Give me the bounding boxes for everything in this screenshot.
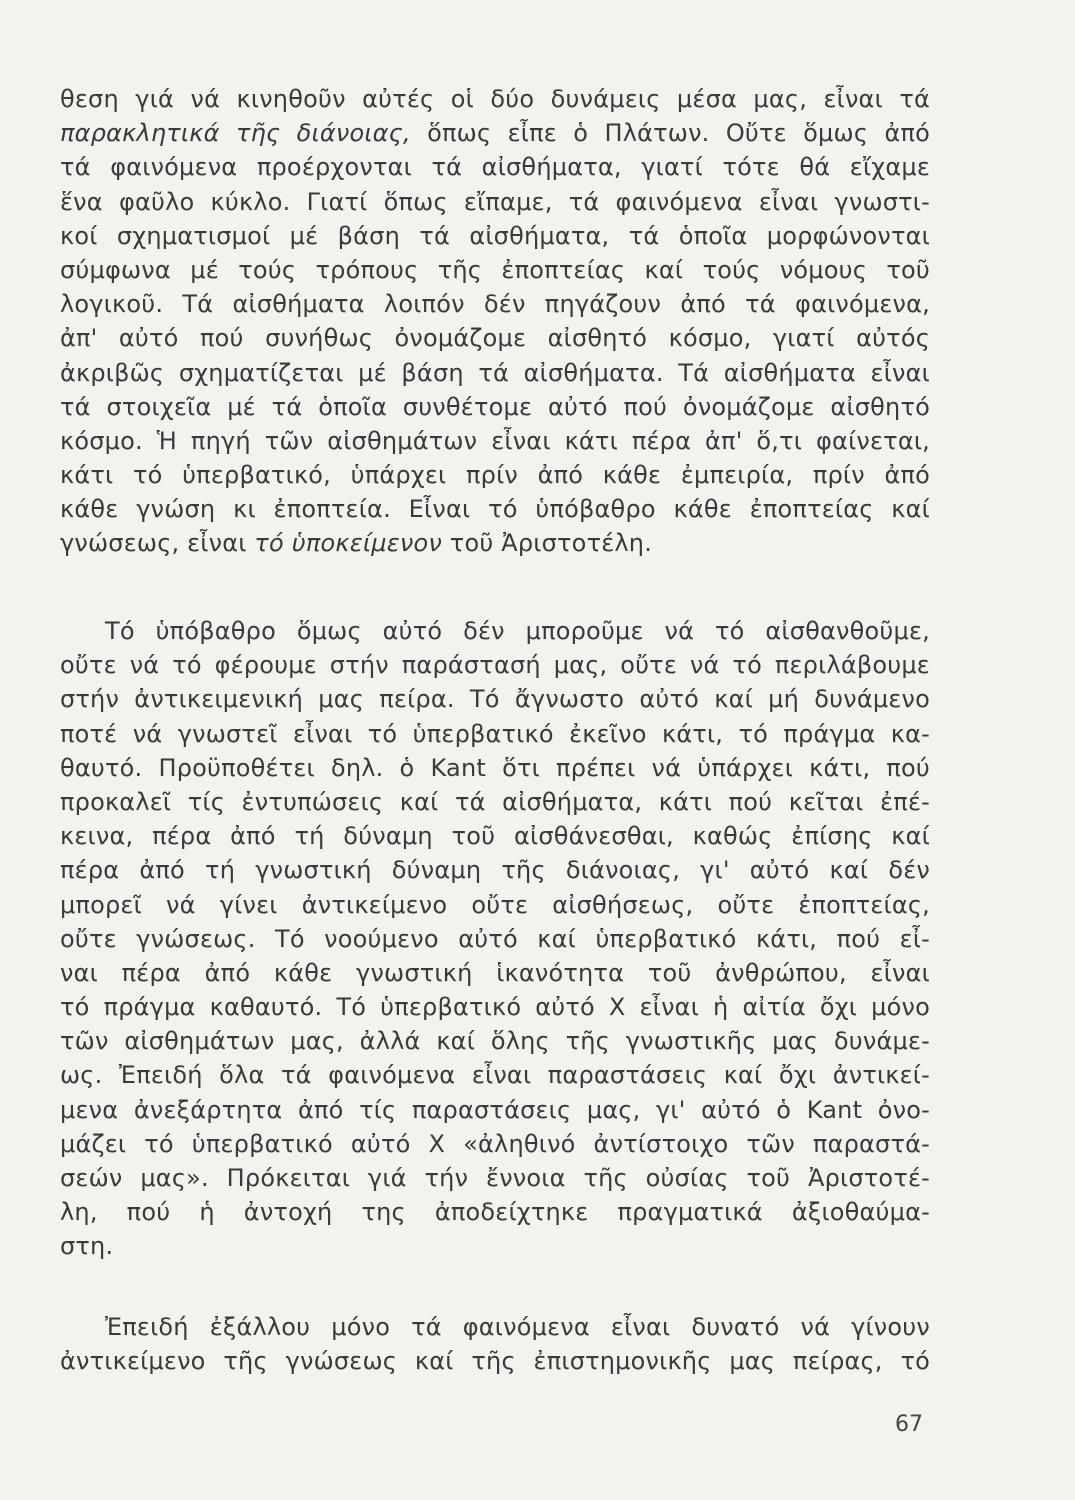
text-line: ἀκριβῶς σχηματίζεται μέ βάση τά αἰσθήματα. Τά αἰσθήματα εἶναι xyxy=(60,358,930,387)
text-line: τό πράγμα καθαυτό. Τό ὑπερβατικό αὐτό Χ εἶναι ἡ αἰτία ὄχι μόνο xyxy=(60,993,930,1022)
text-span: τοῦ Ἀριστοτέλη. xyxy=(441,529,653,558)
text-line: κάτι τό ὑπερβατικό, ὑπάρχει πρίν ἀπό κάθε ἐμπειρία, πρίν ἀπό xyxy=(60,461,930,490)
text-line: μενα ἀνεξάρτητα ἀπό τίς παραστάσεις μας, γι' αὐτό ὁ Kant ὀνο- xyxy=(60,1095,930,1124)
text-line xyxy=(60,526,930,560)
text-line: ἕνα φαῦλο κύκλο. Γιατί ὅπως εἴπαμε, τά φαινόμενα εἶναι γνωστι- xyxy=(60,187,930,216)
text-span: ὅπως εἶπε ὁ Πλάτων. Οὔτε ὅμως ἀπό xyxy=(410,119,930,148)
text-line: στήν ἀντικειμενική μας πείρα. Τό ἄγνωστο αὐτό καί μή δυνάμενο xyxy=(60,685,930,714)
text-line: λογικοῦ. Τά αἰσθήματα λοιπόν δέν πηγάζουν ἀπό τά φαινόμενα, xyxy=(60,290,930,319)
text-line: ως. Ἐπειδή ὅλα τά φαινόμενα εἶναι παραστάσεις καί ὄχι ἀντικεί- xyxy=(60,1061,930,1090)
text-line: στη. xyxy=(60,1232,114,1261)
text-line: ἀντικείμενο τῆς γνώσεως καί τῆς ἐπιστημονικῆς μας πείρας, τό xyxy=(60,1347,930,1376)
text-line: μπορεῖ νά γίνει ἀντικείμενο οὔτε αἰσθήσεως, οὔτε ἐποπτείας, xyxy=(60,890,930,919)
page-number: 67 xyxy=(895,1412,923,1437)
text-line: προκαλεῖ τίς ἐντυπώσεις καί τά αἰσθήματα, κάτι πού κεῖται ἐπέ- xyxy=(60,787,930,816)
text-line: μάζει τό ὑπερβατικό αὐτό Χ «ἀληθινό ἀντίστοιχο τῶν παραστά- xyxy=(60,1129,930,1158)
text-line: τά στοιχεῖα μέ τά ὁποῖα συνθέτομε αὐτό πού ὀνομάζομε αἰσθητό xyxy=(60,392,930,421)
italic-phrase: τό ὑποκείμενον xyxy=(254,529,442,558)
paragraph-2 xyxy=(60,614,930,1264)
text-line: κάθε γνώση κι ἐποπτεία. Εἶναι τό ὑπόβαθρο κάθε ἐποπτείας καί xyxy=(60,495,930,524)
text-line: κόσμο. Ἡ πηγή τῶν αἰσθημάτων εἶναι κάτι πέρα ἀπ' ὅ,τι φαίνεται, xyxy=(60,426,930,455)
text-line: ἀπ' αὐτό πού συνήθως ὀνομάζομε αἰσθητό κόσμο, γιατί αὐτός xyxy=(60,324,930,353)
text-line: θαυτό. Προϋποθέτει δηλ. ὁ Kant ὅτι πρέπει νά ὑπάρχει κάτι, πού xyxy=(60,753,930,782)
text-line: σύμφωνα μέ τούς τρόπους τῆς ἐποπτείας καί τούς νόμους τοῦ xyxy=(60,255,930,284)
italic-phrase: παρακλητικά τῆς διάνοιας, xyxy=(60,119,411,148)
text-line: Ἐπειδή ἐξάλλου μόνο τά φαινόμενα εἶναι δυνατό νά γίνουν xyxy=(105,1313,930,1341)
paragraph-1 xyxy=(60,82,930,561)
paragraph-3 xyxy=(60,1310,930,1378)
text-line xyxy=(60,116,930,150)
text-line: τῶν αἰσθημάτων μας, ἀλλά καί ὅλης τῆς γνωστικῆς μας δυνάμε- xyxy=(60,1027,930,1056)
text-line: λη, πού ἡ ἀντοχή της ἀποδείχτηκε πραγματικά ἀξιοθαύμα- xyxy=(60,1198,930,1227)
text-line: πέρα ἀπό τή γνωστική δύναμη τῆς διάνοιας, γι' αὐτό καί δέν xyxy=(60,856,930,885)
text-line: κοί σχηματισμοί μέ βάση τά αἰσθήματα, τά ὁποῖα μορφώνονται xyxy=(60,221,930,250)
text-line: ποτέ νά γνωστεῖ εἶναι τό ὑπερβατικό ἐκεῖνο κάτι, τό πράγμα κα- xyxy=(60,719,930,748)
text-line: τά φαινόμενα προέρχονται τά αἰσθήματα, γιατί τότε θά εἴχαμε xyxy=(60,153,930,182)
text-line: θεση γιά νά κινηθοῦν αὐτές οἱ δύο δυνάμεις μέσα μας, εἶναι τά xyxy=(60,85,930,113)
text-span: γνώσεως, εἶναι xyxy=(60,529,255,558)
text-line: κεινα, πέρα ἀπό τή δύναμη τοῦ αἰσθάνεσθαι, καθώς ἐπίσης καί xyxy=(60,822,930,851)
text-line: Τό ὑπόβαθρο ὅμως αὐτό δέν μποροῦμε νά τό αἰσθανθοῦμε, xyxy=(105,617,930,645)
text-line: οὔτε νά τό φέρουμε στήν παράστασή μας, οὔτε νά τό περιλάβουμε xyxy=(60,651,930,680)
text-line: ναι πέρα ἀπό κάθε γνωστική ἱκανότητα τοῦ ἀνθρώπου, εἶναι xyxy=(60,958,930,987)
text-line: οὔτε γνώσεως. Τό νοούμενο αὐτό καί ὑπερβατικό κάτι, πού εἶ- xyxy=(60,924,930,953)
text-line: σεών μας». Πρόκειται γιά τήν ἔννοια τῆς οὐσίας τοῦ Ἀριστοτέ- xyxy=(60,1164,930,1192)
